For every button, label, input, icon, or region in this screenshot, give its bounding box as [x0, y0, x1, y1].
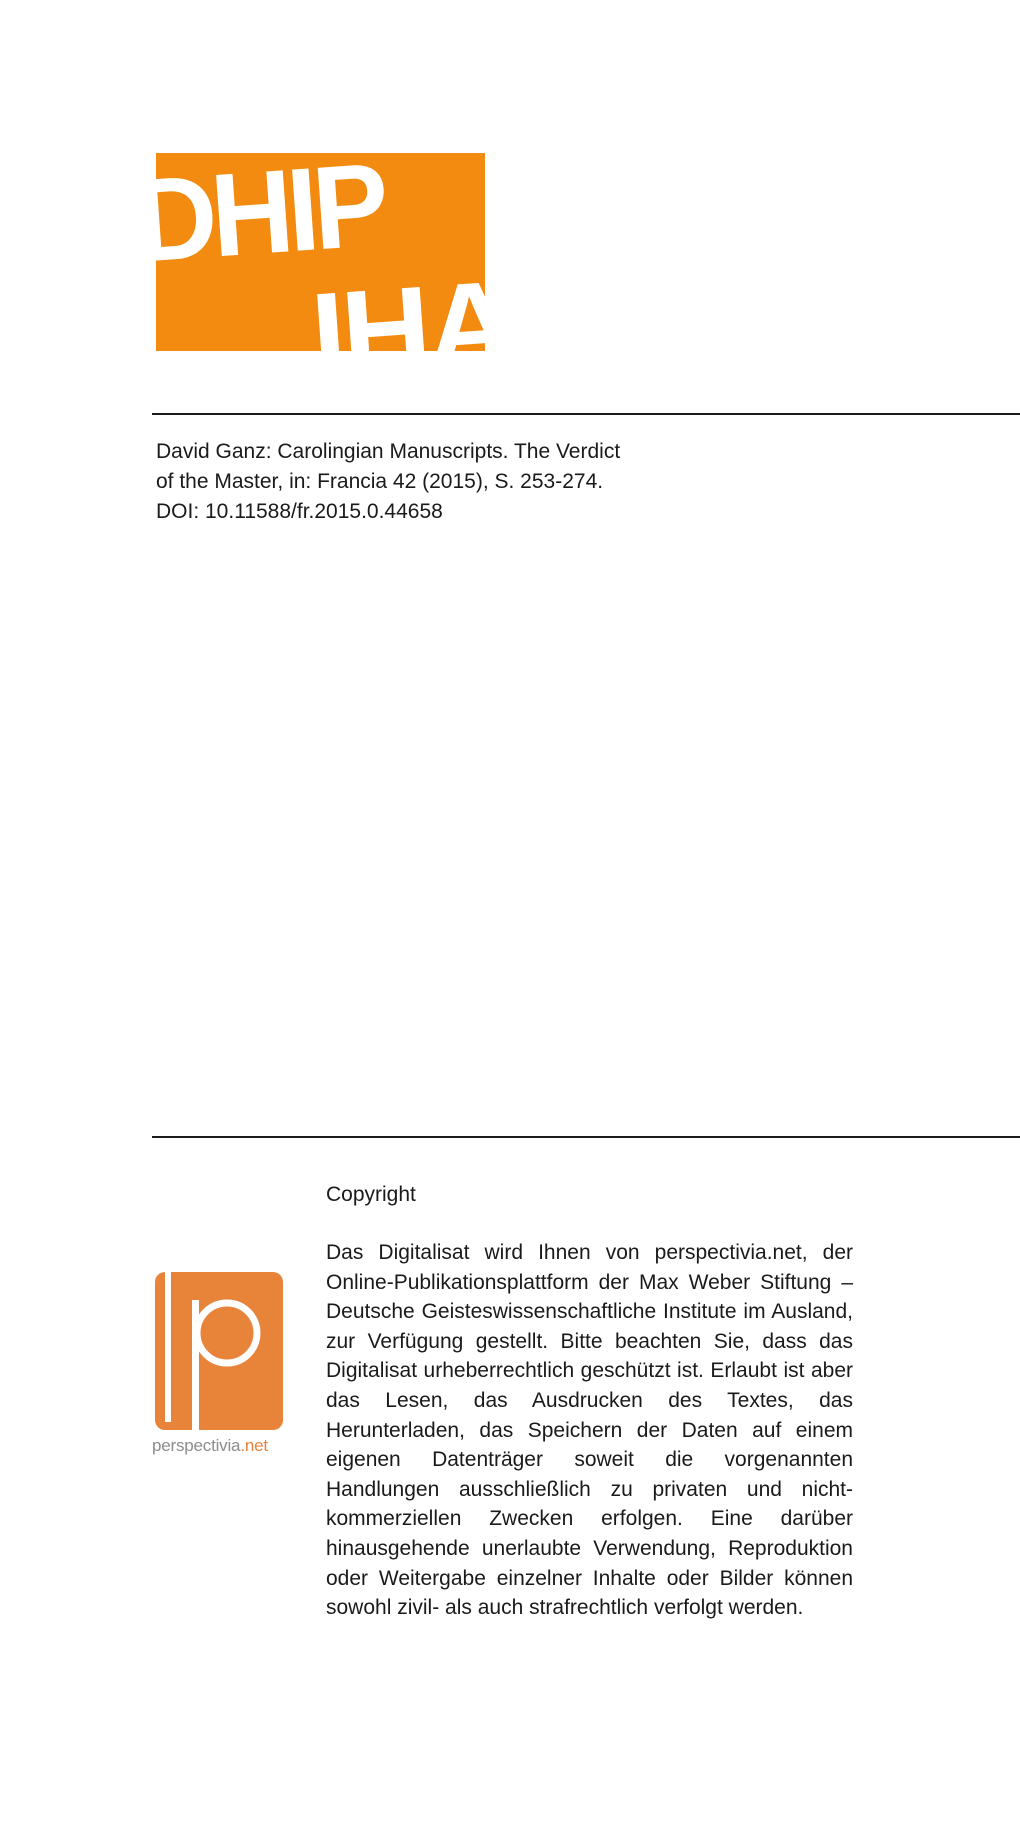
svg-text:DHIP: DHIP	[130, 138, 398, 288]
dhip-iha-logo-graphic	[130, 138, 508, 402]
copyright-heading: Copyright	[326, 1183, 416, 1206]
top-divider	[152, 413, 1020, 415]
citation-block	[156, 437, 676, 527]
perspectivia-logo-caption	[152, 1436, 268, 1456]
perspectivia-logo	[152, 1270, 286, 1462]
logo-caption-suffix: .net	[240, 1436, 268, 1455]
citation-line-1: David Ganz: Carolingian Manuscripts. The Verdict	[156, 440, 621, 463]
dhip-iha-logo	[130, 138, 508, 402]
bottom-divider	[152, 1136, 1020, 1138]
svg-text:IHA: IHA	[307, 256, 508, 402]
perspectivia-logo-mark	[152, 1270, 286, 1430]
citation-line-2: of the Master, in: Francia 42 (2015), S. 253-274.	[156, 470, 604, 493]
logo-caption-main: perspectivia	[152, 1436, 241, 1455]
citation-doi: DOI: 10.11588/fr.2015.0.44658	[156, 500, 443, 523]
copyright-text: Das Digitalisat wird Ihnen von perspectivia.net, der Online-Publikationsplattform der Max Weber Stiftung – Deutsche Geisteswissenschaftliche Institute im Ausland, zur Verfügung gestellt. Bitte beachten Sie, dass das Digitalisat urheberrechtlich geschützt ist. Erlaubt ist aber das Lesen, das Ausdrucken des Textes, das Herunterladen, das Speichern der Daten auf einem eigenen Datenträger soweit die vorgenannten Handlungen ausschließlich zu privaten und nicht-kommerziellen Zwecken erfolgen. Eine darüber hinausgehende unerlaubte Verwendung, Reproduktion oder Weitergabe einzelner Inhalte oder Bilder können sowohl zivil- als auch strafrechtlich verfolgt werden.	[326, 1241, 853, 1620]
